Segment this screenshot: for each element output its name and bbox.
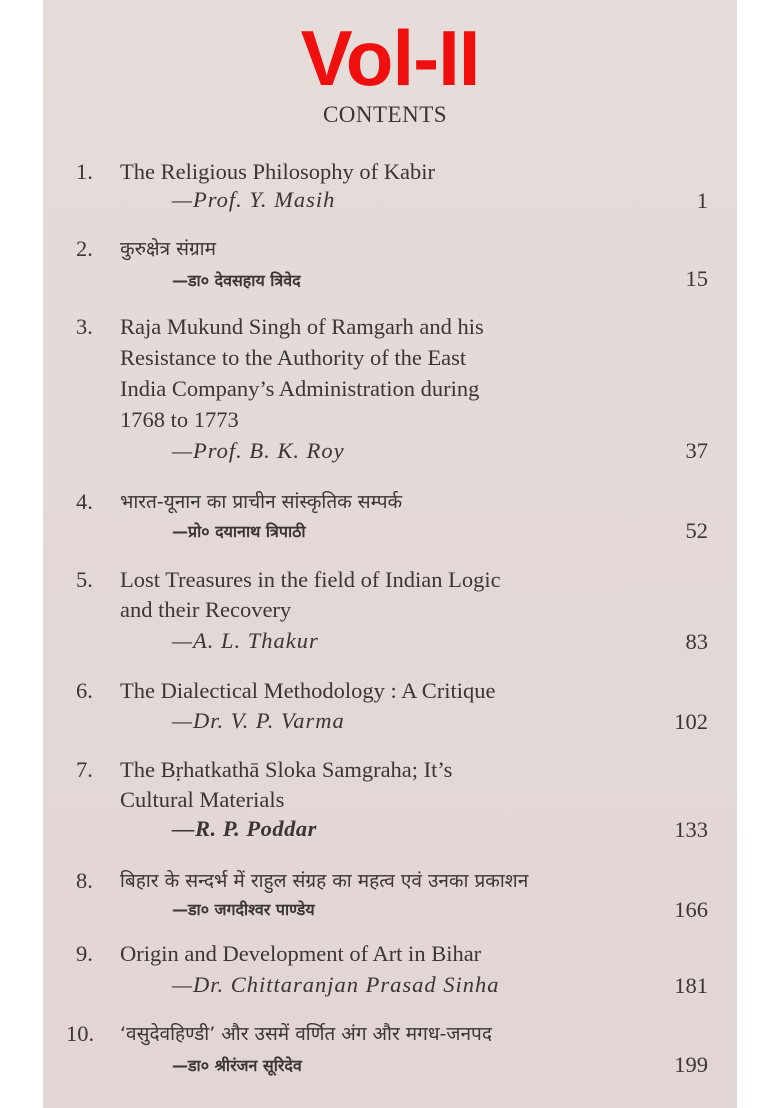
contents-heading: CONTENTS [322,102,448,127]
entry-number: 10. [66,1021,95,1046]
entry-author: —डा० देवसहाय त्रिवेद [172,271,301,290]
volume-title: Vol-II [300,14,480,102]
entry-number: 7. [76,757,93,782]
entry-number: 5. [76,567,93,592]
entry-page-number: 166 [674,897,708,922]
entry-number: 8. [76,868,93,893]
entry-title: India Company’s Administration during [120,376,480,401]
entry-page-number: 37 [685,438,708,463]
entry-page-number: 15 [685,266,708,291]
entry-page-number: 1 [696,188,708,213]
entry-title: Cultural Materials [120,787,285,812]
entry-page-number: 181 [674,973,708,998]
entry-number: 9. [76,941,93,966]
entry-title: 1768 to 1773 [120,407,239,432]
entry-author: —डा० श्रीरंजन सूरिदेव [172,1056,302,1075]
entry-author: —R. P. Poddar [172,816,317,841]
entry-number: 6. [76,678,93,703]
entry-title: Lost Treasures in the field of Indian Logic [120,567,501,592]
entry-number: 1. [76,159,93,184]
entry-author: —A. L. Thakur [172,628,319,653]
entry-title: बिहार के सन्दर्भ में राहुल संग्रह का महत्व एवं उनका प्रकाशन [120,870,529,892]
entry-author: —प्रो० दयानाथ त्रिपाठी [172,522,306,541]
entry-number: 3. [76,314,93,339]
entry-author: —डा० जगदीश्वर पाण्डेय [172,900,315,919]
entry-page-number: 199 [674,1052,708,1077]
entry-author: —Dr. V. P. Varma [172,708,345,733]
entry-author: —Dr. Chittaranjan Prasad Sinha [172,972,500,997]
entry-title: ‘वसुदेवहिण्डी’ और उसमें वर्णित अंग और मगध-जनपद [120,1023,492,1045]
entry-page-number: 52 [685,518,708,543]
entry-title: Resistance to the Authority of the East [120,345,467,370]
entry-title: The Dialectical Methodology : A Critique [120,678,496,703]
entry-author: —Prof. B. K. Roy [172,438,345,463]
entry-number: 4. [76,489,93,514]
entry-title: Origin and Development of Art in Bihar [120,941,482,966]
entry-title: कुरुक्षेत्र संग्राम [120,238,216,260]
entry-page-number: 102 [674,709,708,734]
entry-page-number: 133 [674,817,708,842]
entry-title: Raja Mukund Singh of Ramgarh and his [120,314,484,339]
entry-title: The Bṛhatkathā Sloka Samgraha; It’s [120,757,453,782]
entry-title: भारत-यूनान का प्राचीन सांस्कृतिक सम्पर्क [120,491,403,513]
entry-author: —Prof. Y. Masih [172,187,336,212]
entry-page-number: 83 [685,629,708,654]
entry-number: 2. [76,236,93,261]
entry-title: The Religious Philosophy of Kabir [120,159,435,184]
entry-title: and their Recovery [120,597,292,622]
